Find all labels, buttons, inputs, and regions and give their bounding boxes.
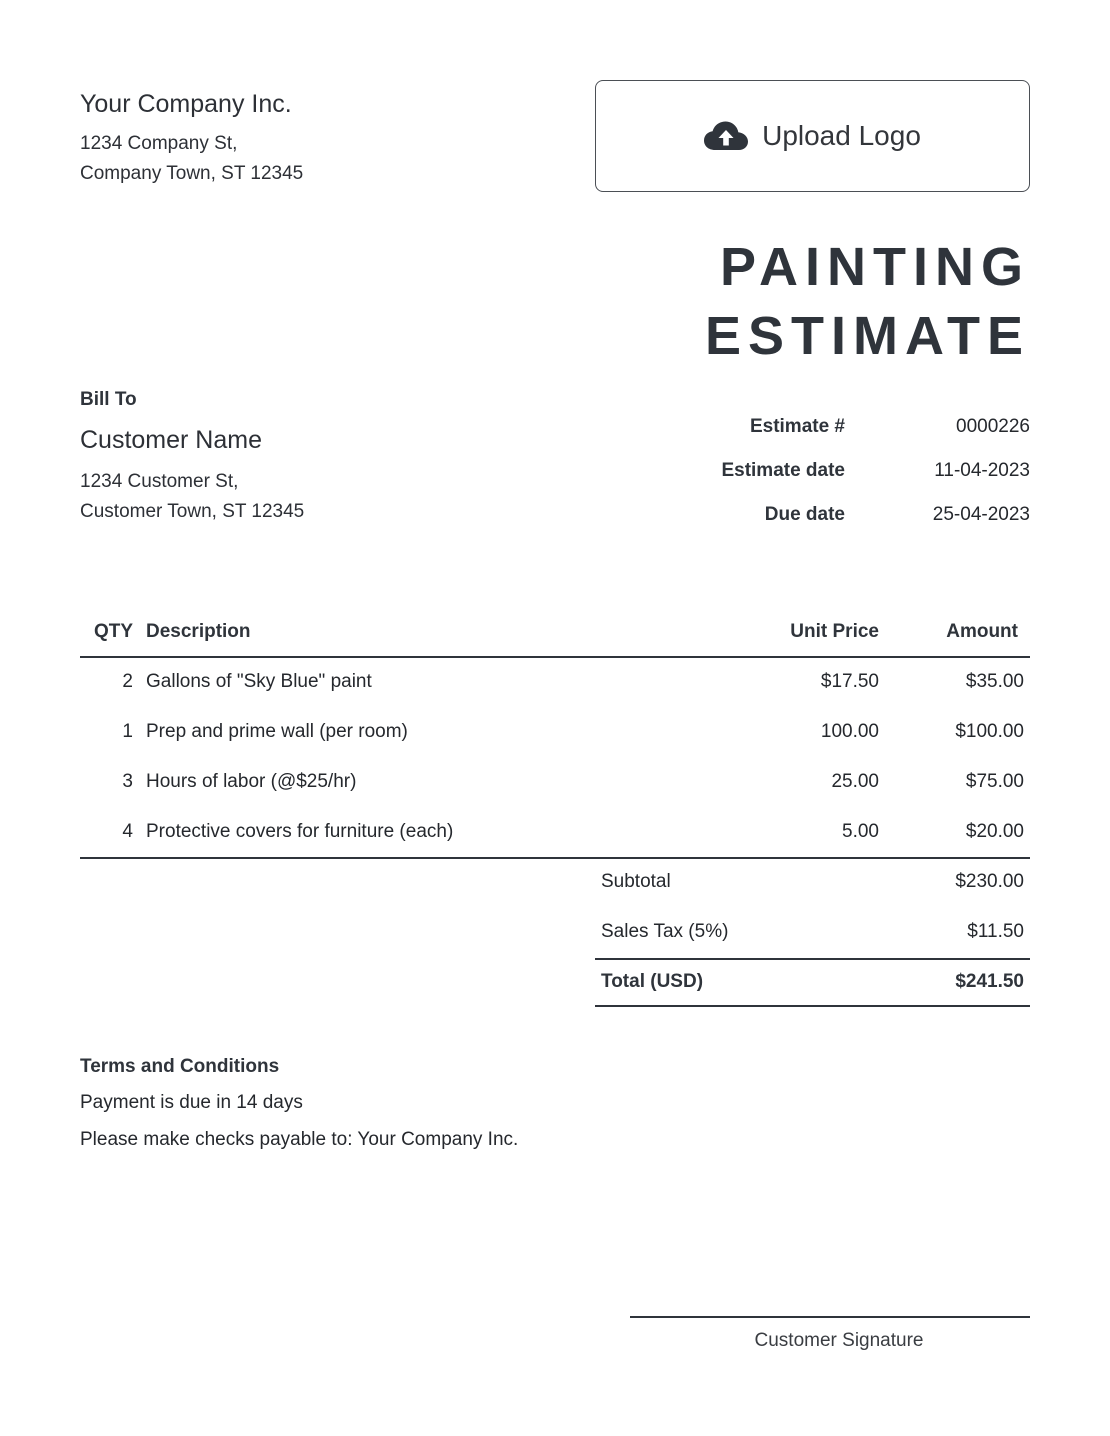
estimate-number-value: 0000226: [956, 416, 1030, 437]
unit-price-header: Unit Price: [790, 621, 879, 642]
customer-signature-label: Customer Signature: [754, 1330, 924, 1351]
row-4-amount: $20.00: [965, 821, 1024, 842]
signature-line: [630, 1316, 1030, 1318]
cloud-upload-icon: [704, 121, 748, 151]
description-header: Description: [146, 621, 251, 642]
row-4-unit-price: 5.00: [842, 821, 879, 842]
bill-to-label: Bill To: [80, 389, 137, 410]
table-header-divider: [80, 656, 1030, 658]
subtotal-label: Subtotal: [601, 871, 671, 892]
row-1-description: Gallons of "Sky Blue" paint: [146, 671, 372, 692]
row-2-unit-price: 100.00: [820, 721, 879, 742]
row-1-qty: 2: [122, 671, 133, 692]
estimate-number-label: Estimate #: [749, 416, 845, 437]
row-1-unit-price: $17.50: [820, 671, 879, 692]
subtotal-value: $230.00: [955, 871, 1024, 892]
company-name: Your Company Inc.: [80, 90, 292, 118]
upload-logo-button[interactable]: [595, 80, 1030, 192]
row-3-amount: $75.00: [965, 771, 1024, 792]
row-2-description: Prep and prime wall (per room): [146, 721, 408, 742]
document-title-line-2: ESTIMATE: [705, 306, 1030, 366]
customer-address-line-2: Customer Town, ST 12345: [80, 501, 305, 522]
sales-tax-label: Sales Tax (5%): [601, 921, 729, 942]
row-1-amount: $35.00: [965, 671, 1024, 692]
terms-line-1: Payment is due in 14 days: [80, 1092, 303, 1113]
total-label: Total (USD): [601, 971, 704, 992]
company-address-line-1: 1234 Company St,: [80, 133, 238, 154]
row-3-unit-price: 25.00: [831, 771, 879, 792]
row-2-qty: 1: [122, 721, 133, 742]
sales-tax-value: $11.50: [967, 921, 1024, 942]
company-address-line-2: Company Town, ST 12345: [80, 163, 304, 184]
customer-address-line-1: 1234 Customer St,: [80, 471, 239, 492]
total-bottom-divider: [595, 1005, 1030, 1007]
row-2-amount: $100.00: [955, 721, 1024, 742]
estimate-date-value: 11-04-2023: [934, 460, 1030, 481]
row-4-qty: 4: [122, 821, 133, 842]
row-3-qty: 3: [122, 771, 133, 792]
document-title-line-1: PAINTING: [720, 237, 1030, 297]
due-date-value: 25-04-2023: [932, 504, 1030, 525]
row-4-description: Protective covers for furniture (each): [146, 821, 454, 842]
terms-label: Terms and Conditions: [80, 1056, 280, 1077]
due-date-label: Due date: [764, 504, 845, 525]
row-3-description: Hours of labor (@$25/hr): [146, 771, 357, 792]
terms-line-2: Please make checks payable to: Your Company Inc.: [80, 1129, 519, 1150]
total-top-divider: [595, 958, 1030, 960]
customer-name: Customer Name: [80, 426, 262, 454]
amount-header: Amount: [946, 621, 1018, 642]
upload-logo-label: Upload Logo: [762, 120, 921, 151]
estimate-date-label: Estimate date: [721, 460, 845, 481]
qty-header: QTY: [93, 621, 133, 642]
table-bottom-divider: [80, 857, 1030, 859]
total-value: $241.50: [955, 971, 1024, 992]
